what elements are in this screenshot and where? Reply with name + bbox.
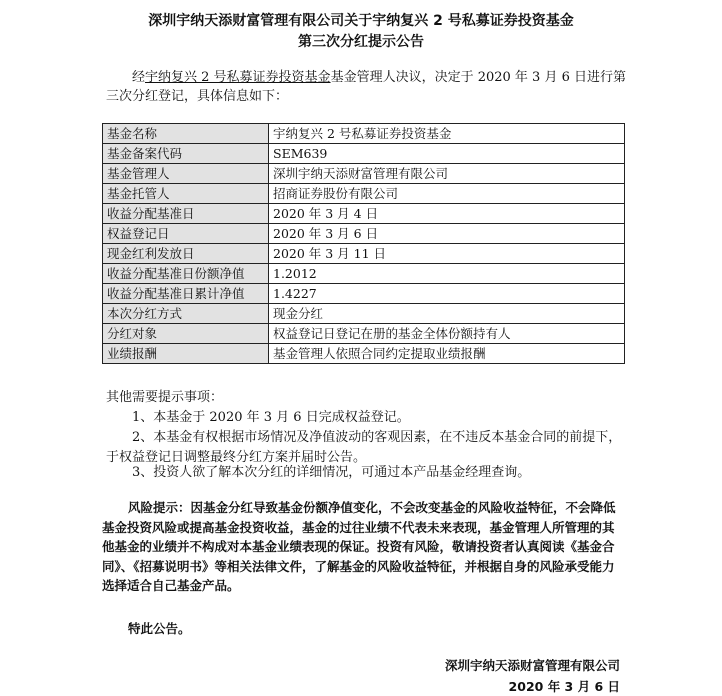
table-key-cell: 收益分配基准日累计净值 bbox=[103, 284, 269, 304]
table-key-cell: 现金红利发放日 bbox=[103, 244, 269, 264]
table-key-cell: 业绩报酬 bbox=[103, 344, 269, 364]
table-row bbox=[103, 324, 625, 344]
table-row bbox=[103, 124, 625, 144]
intro-rest: 基金管理人决议，决定于 2020 年 3 月 6 日进行第三次分红登记，具体信息如下： bbox=[106, 70, 626, 104]
table-key-cell: 基金托管人 bbox=[103, 184, 269, 204]
table-value-cell: 宇纳复兴 2 号私募证券投资基金 bbox=[269, 124, 625, 144]
table-row bbox=[103, 164, 625, 184]
document-title-line1: 深圳宇纳天添财富管理有限公司关于宇纳复兴 2 号私募证券投资基金 bbox=[148, 13, 574, 29]
table-row bbox=[103, 344, 625, 364]
intro-prefix: 经 bbox=[132, 70, 146, 85]
table-key-cell: 基金名称 bbox=[103, 124, 269, 144]
table-key-cell: 权益登记日 bbox=[103, 224, 269, 244]
table-key-cell: 收益分配基准日 bbox=[103, 204, 269, 224]
table-value-cell: SEM639 bbox=[269, 144, 625, 164]
note-item-3: 3、投资人欲了解本次分红的详细情况，可通过本产品基金经理查询。 bbox=[132, 465, 531, 480]
closing-statement: 特此公告。 bbox=[128, 621, 191, 636]
table-value-cell: 1.2012 bbox=[269, 264, 625, 284]
table-value-cell: 1.4227 bbox=[269, 284, 625, 304]
fund-info-table bbox=[102, 123, 625, 364]
table-row bbox=[103, 284, 625, 304]
table-key-cell: 基金管理人 bbox=[103, 164, 269, 184]
intro-paragraph bbox=[106, 68, 626, 106]
table-row bbox=[103, 224, 625, 244]
table-row bbox=[103, 144, 625, 164]
table-key-cell: 本次分红方式 bbox=[103, 304, 269, 324]
table-key-cell: 分红对象 bbox=[103, 324, 269, 344]
table-key-cell: 基金备案代码 bbox=[103, 144, 269, 164]
table-row bbox=[103, 204, 625, 224]
table-value-cell: 2020 年 3 月 6 日 bbox=[269, 224, 625, 244]
signature-date: 2020 年 3 月 6 日 bbox=[508, 679, 620, 694]
note-item-2: 2、本基金有权根据市场情况及净值波动的客观因素，在不违反本基金合同的前提下，于权益登记日调整最终分红方案并届时公告。 bbox=[106, 430, 622, 465]
table-value-cell: 招商证券股份有限公司 bbox=[269, 184, 625, 204]
document-title-line2: 第三次分红提示公告 bbox=[298, 34, 424, 50]
table-value-cell: 深圳宇纳天添财富管理有限公司 bbox=[269, 164, 625, 184]
table-value-cell: 权益登记日登记在册的基金全体份额持有人 bbox=[269, 324, 625, 344]
note-item-1: 1、本基金于 2020 年 3 月 6 日完成权益登记。 bbox=[132, 410, 410, 425]
table-value-cell: 现金分红 bbox=[269, 304, 625, 324]
notes-heading: 其他需要提示事项： bbox=[106, 390, 224, 405]
table-row bbox=[103, 264, 625, 284]
intro-fund-name: 宇纳复兴 2 号私募证券投资基金 bbox=[145, 70, 331, 85]
signature-company: 深圳宇纳天添财富管理有限公司 bbox=[444, 658, 620, 673]
table-value-cell: 基金管理人依照合同约定提取业绩报酬 bbox=[269, 344, 625, 364]
risk-warning: 风险提示：因基金分红导致基金份额净值变化，不会改变基金的风险收益特征，不会降低基金投资风险或提高基金投资收益，基金的过往业绩不代表未来表现，基金管理人所管理的其他基金的业绩并不构成对本基金业绩表现的保证。投资有风险，敬请投资者认真阅读《基金合同》、《招募说明书》等相关法律文件，了解基金的风险收益特征，并根据自身的风险承受能力选择适合自己基金产品。 bbox=[102, 500, 616, 593]
table-row bbox=[103, 304, 625, 324]
table-row bbox=[103, 244, 625, 264]
table-key-cell: 收益分配基准日份额净值 bbox=[103, 264, 269, 284]
table-value-cell: 2020 年 3 月 11 日 bbox=[269, 244, 625, 264]
table-row bbox=[103, 184, 625, 204]
table-value-cell: 2020 年 3 月 4 日 bbox=[269, 204, 625, 224]
